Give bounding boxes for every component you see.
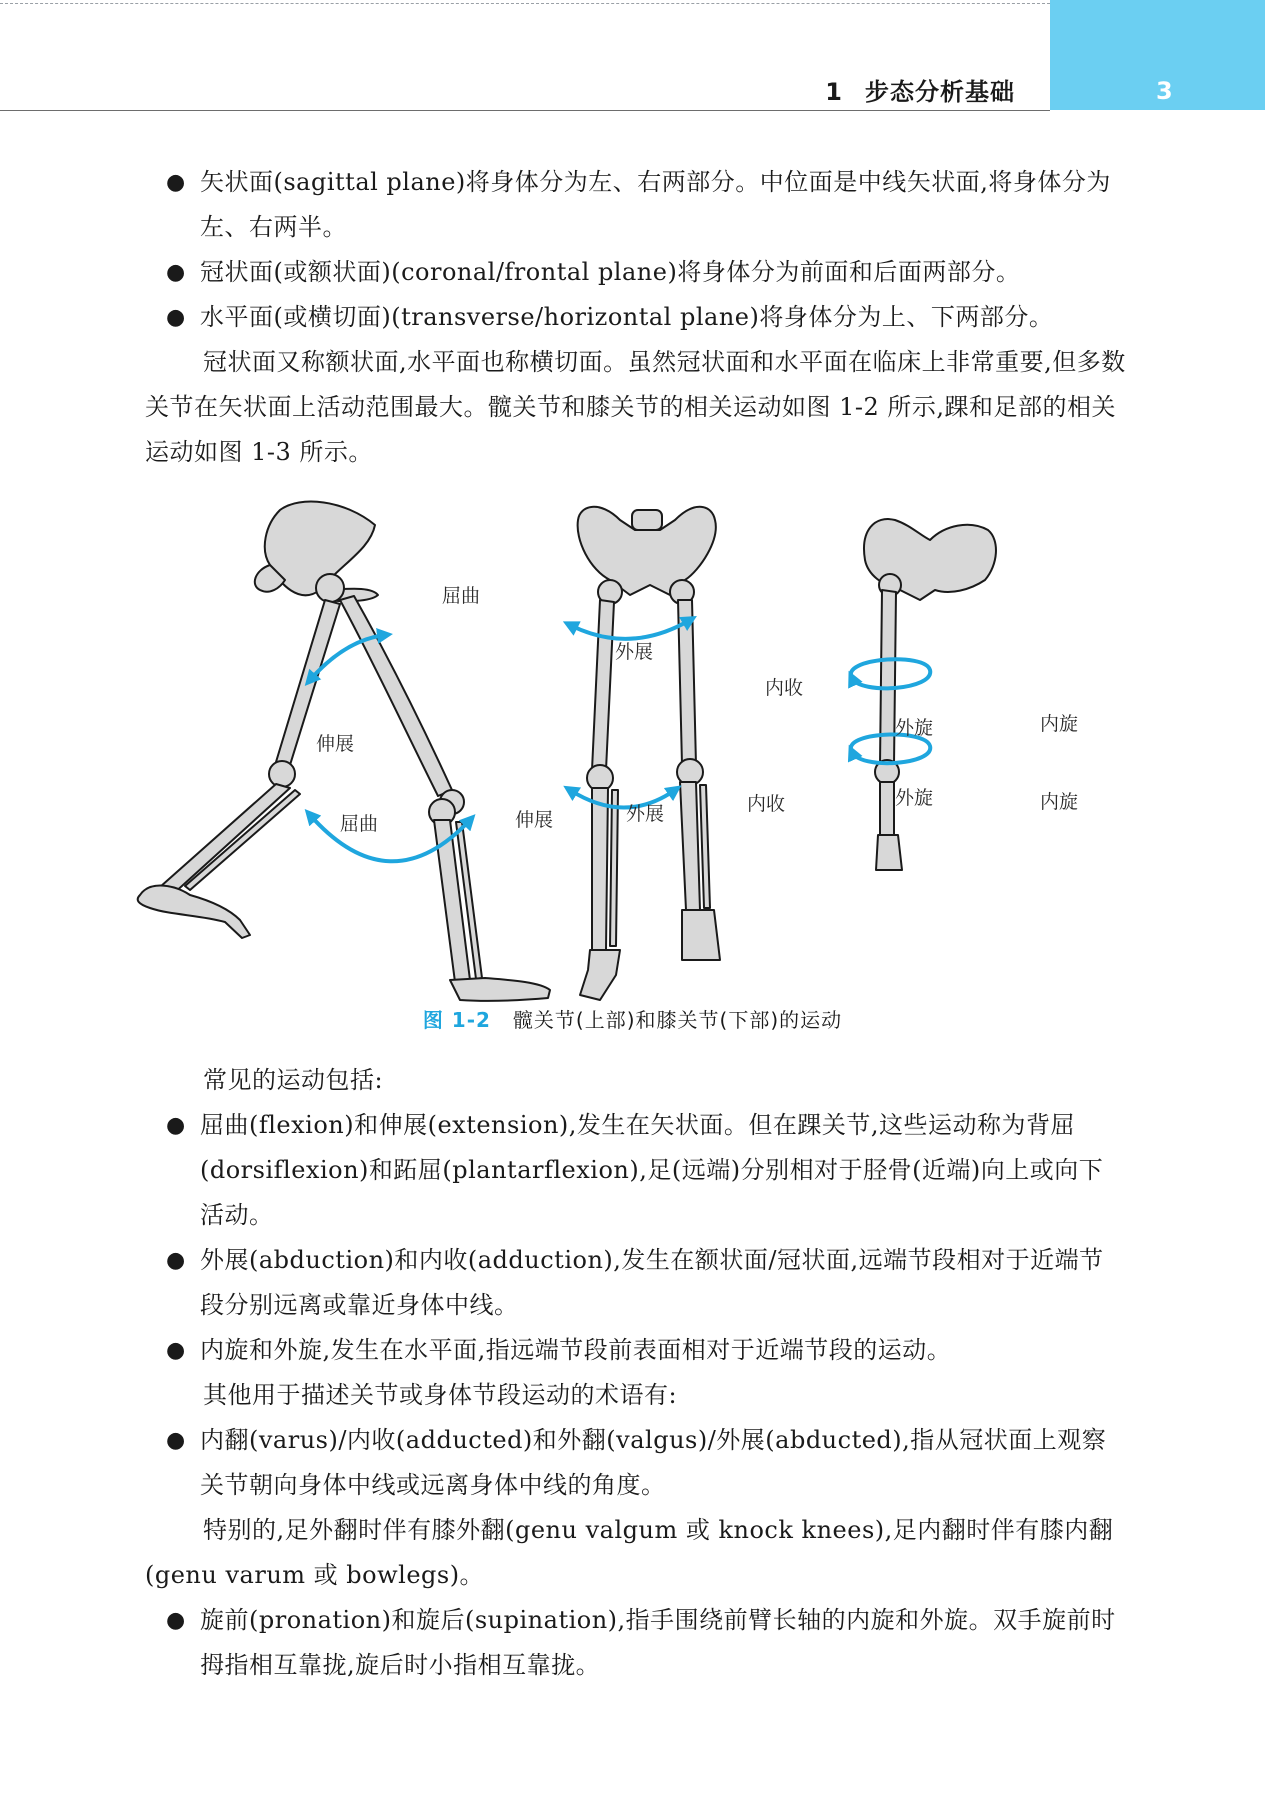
page-number: 3 <box>1156 77 1173 105</box>
list-item-text: 外展(abduction)和内收(adduction),发生在额状面/冠状面,远端节段相对于近端节段分别远离或靠近身体中线。 <box>200 1246 1104 1319</box>
list-item-text: 内旋和外旋,发生在水平面,指远端节段前表面相对于近端节段的运动。 <box>200 1336 952 1364</box>
label-knee-extension: 伸展 <box>515 809 554 831</box>
running-header <box>825 72 1015 107</box>
frontal-right-tibia <box>680 782 700 910</box>
top-dashed-line <box>0 3 1050 4</box>
frontal-left-fibula <box>610 790 618 946</box>
left-foot <box>138 886 250 938</box>
label-knee-external-rotation: 外旋 <box>895 787 934 809</box>
chapter-number: 1 <box>825 78 843 106</box>
list-item-text: 矢状面(sagittal plane)将身体分为左、右两部分。中位面是中线矢状面,将身体分为左、右两半。 <box>200 168 1111 241</box>
label-hip-flexion: 屈曲 <box>442 585 481 607</box>
paragraph: 常见的运动包括: <box>203 1066 384 1094</box>
label-frontal-hip-adduction: 内收 <box>765 677 804 699</box>
paragraph: 其他用于描述关节或身体节段运动的术语有: <box>203 1381 678 1409</box>
paragraph: 特别的,足外翻时伴有膝外翻(genu valgum 或 knock knees),足内翻时伴有膝内翻(genu varum 或 bowlegs)。 <box>145 1516 1114 1589</box>
sacrum <box>632 510 662 530</box>
paragraph: 冠状面又称额状面,水平面也称横切面。虽然冠状面和水平面在临床上非常重要,但多数关节在矢状面上活动范围最大。髋关节和膝关节的相关运动如图 1-2 所示,踝和足部的相关运动如图 1-3 所示。 <box>145 348 1126 466</box>
list-item-text: 冠状面(或额状面)(coronal/frontal plane)将身体分为前面和后面两部分。 <box>200 258 1021 286</box>
frontal-right-foot <box>682 910 720 960</box>
figure-1-2 <box>130 490 1130 1010</box>
page-number-tab <box>1050 0 1265 110</box>
list-item <box>166 1598 1127 1688</box>
list-item <box>166 295 1127 340</box>
frontal-left-tibia <box>592 788 608 950</box>
frontal-skeleton <box>578 507 720 1000</box>
figure-number: 图 1-2 <box>422 1008 491 1032</box>
rotation-femur <box>880 590 896 765</box>
frontal-right-fibula <box>700 785 710 908</box>
label-knee-flexion: 屈曲 <box>340 813 379 835</box>
figure-caption <box>0 1004 1265 1033</box>
bullet-dot: ● <box>166 1248 186 1273</box>
chapter-title: 步态分析基础 <box>865 78 1015 106</box>
rotation-foot <box>876 835 902 870</box>
label-frontal-knee-abduction: 外展 <box>626 803 665 825</box>
list-item-text: 屈曲(flexion)和伸展(extension),发生在矢状面。但在踝关节,这些运动称为背屈(dorsiflexion)和跖屈(plantarflexion),足(远端)分别相对于胫骨(近端)向上或向下活动。 <box>200 1111 1104 1229</box>
list-item <box>166 1418 1127 1508</box>
list-item <box>166 250 1127 295</box>
bullet-dot: ● <box>166 305 186 330</box>
list-item-text: 水平面(或横切面)(transverse/horizontal plane)将身体分为上、下两部分。 <box>200 303 1054 331</box>
femoral-head <box>316 574 344 602</box>
list-item <box>166 1103 1127 1238</box>
frontal-left-femur <box>592 600 614 770</box>
hip-frontal-arrow <box>570 620 690 639</box>
bullet-dot: ● <box>166 1338 186 1363</box>
figure-caption-text: 髋关节(上部)和膝关节(下部)的运动 <box>512 1008 843 1032</box>
figure-illustration <box>130 490 1130 1010</box>
label-frontal-hip-abduction: 外展 <box>615 641 654 663</box>
list-item-text: 内翻(varus)/内收(adducted)和外翻(valgus)/外展(abducted),指从冠状面上观察关节朝向身体中线或远离身体中线的角度。 <box>200 1426 1107 1499</box>
header-rule <box>0 110 1050 111</box>
bullet-dot: ● <box>166 1608 186 1633</box>
left-fibula <box>185 790 300 890</box>
list-item <box>166 1238 1127 1328</box>
bullet-dot: ● <box>166 260 186 285</box>
bullet-dot: ● <box>166 1113 186 1138</box>
list-item-text: 旋前(pronation)和旋后(supination),指手围绕前臂长轴的内旋和外旋。双手旋前时拇指相互靠拢,旋后时小指相互靠拢。 <box>200 1606 1116 1679</box>
list-item <box>166 1328 1127 1373</box>
left-tibia <box>160 784 290 895</box>
label-hip-extension: 伸展 <box>316 733 355 755</box>
left-knee <box>269 761 295 787</box>
rotation-tibia <box>880 782 894 835</box>
list-item <box>166 160 1127 250</box>
right-foot <box>450 978 550 1001</box>
bullet-dot: ● <box>166 170 186 195</box>
bullet-dot: ● <box>166 1428 186 1453</box>
label-knee-internal-rotation: 内旋 <box>1040 791 1079 813</box>
label-hip-internal-rotation: 内旋 <box>1040 713 1079 735</box>
rotation-skeleton <box>864 519 996 870</box>
label-frontal-knee-adduction: 内收 <box>747 793 786 815</box>
label-hip-external-rotation: 外旋 <box>895 717 934 739</box>
right-femur <box>340 596 452 796</box>
frontal-left-foot <box>580 950 620 1000</box>
